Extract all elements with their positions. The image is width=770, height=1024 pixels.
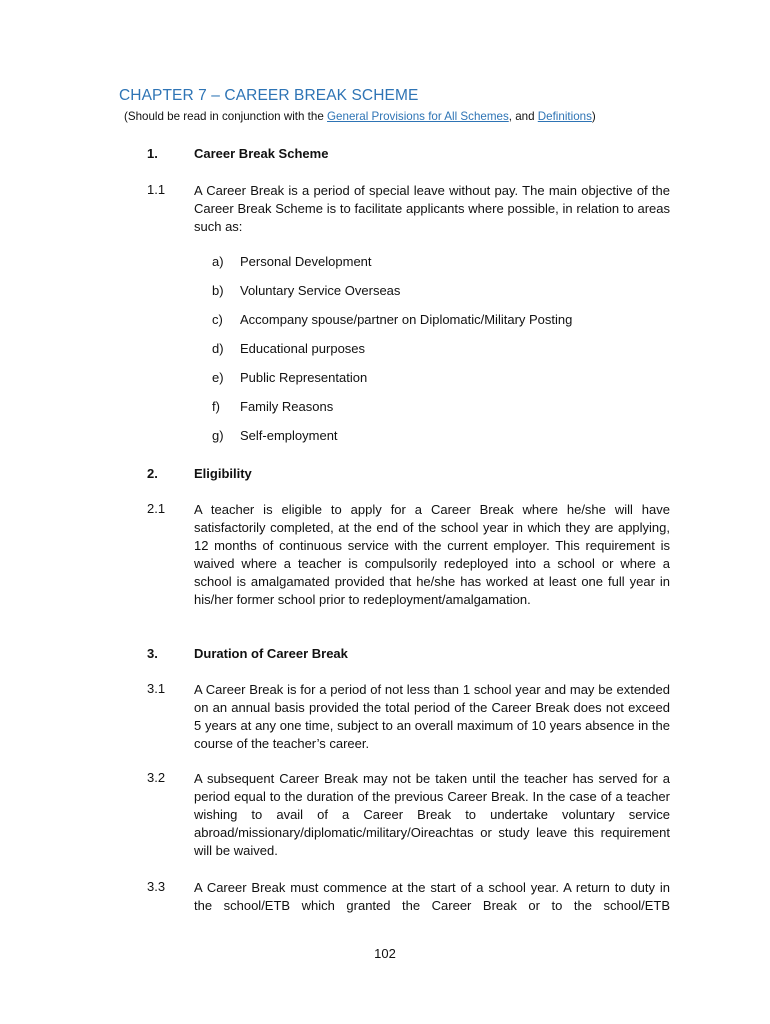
paragraph-1-1-number: 1.1 <box>147 182 166 197</box>
section-3-heading: Duration of Career Break <box>194 646 348 661</box>
subtitle-suffix: ) <box>591 110 596 123</box>
paragraph-3-3-number: 3.3 <box>147 879 166 894</box>
paragraph-3-2-number: 3.2 <box>147 770 166 785</box>
subtitle-mid: , and <box>508 110 538 123</box>
chapter-title: CHAPTER 7 – CAREER BREAK SCHEME <box>119 87 419 104</box>
list-item-letter: c) <box>212 312 223 327</box>
section-3-number: 3. <box>147 646 158 661</box>
list-item-letter: f) <box>212 399 220 414</box>
section-2-heading: Eligibility <box>194 466 252 481</box>
paragraph-3-3: A Career Break must commence at the start of a school year. A return to duty in the school/ETB which granted the Career Break or to the school/ETB <box>194 880 670 913</box>
paragraph-2-1-number: 2.1 <box>147 501 166 516</box>
list-item: Public Representation <box>240 370 368 385</box>
paragraph-3-1-number: 3.1 <box>147 681 166 696</box>
section-2-number: 2. <box>147 466 158 481</box>
section-1-heading: Career Break Scheme <box>194 146 329 161</box>
list-item: Personal Development <box>240 254 372 269</box>
list-item: Educational purposes <box>240 341 366 356</box>
section-1-number: 1. <box>147 146 158 161</box>
list-item: Voluntary Service Overseas <box>240 283 401 298</box>
chapter-subtitle <box>124 110 596 123</box>
list-item-letter: b) <box>212 283 224 298</box>
list-item: Self-employment <box>240 428 338 443</box>
subtitle-prefix: (Should be read in conjunction with the <box>124 110 328 123</box>
page-number: 102 <box>374 946 396 961</box>
paragraph-2-1: A teacher is eligible to apply for a Career Break where he/she will have satisfactorily completed, at the end of the school year in which they are applying, 12 months of continuous service with the current employer. This requirement is waived where a teacher is compulsorily redeployed into a school or where a school is amalgamated provided that he/she has worked at least one full year in his/her former school prior to redeployment/amalgamation. <box>194 502 670 607</box>
list-item-letter: d) <box>212 341 224 356</box>
paragraph-3-1: A Career Break is for a period of not less than 1 school year and may be extended on an annual basis provided the total period of the Career Break does not exceed 5 years at any one time, subject to an overall maximum of 10 years absence in the course of the teacher’s career. <box>194 682 670 751</box>
list-item-letter: g) <box>212 428 224 443</box>
list-item: Accompany spouse/partner on Diplomatic/Military Posting <box>240 312 573 327</box>
general-provisions-link[interactable]: General Provisions for All Schemes <box>327 110 509 123</box>
list-item: Family Reasons <box>240 399 334 414</box>
paragraph-3-2: A subsequent Career Break may not be taken until the teacher has served for a period equal to the duration of the previous Career Break. In the case of a teacher wishing to avail of a Career Break to undertake voluntary service abroad/missionary/diplomatic/military/Oireachtas or study leave this requirement will be waived. <box>194 771 670 858</box>
list-item-letter: e) <box>212 370 224 385</box>
paragraph-1-1: A Career Break is a period of special leave without pay. The main objective of the Career Break Scheme is to facilitate applicants where possible, in relation to areas such as: <box>194 183 670 234</box>
definitions-link[interactable]: Definitions <box>537 110 592 123</box>
list-item-letter: a) <box>212 254 224 269</box>
